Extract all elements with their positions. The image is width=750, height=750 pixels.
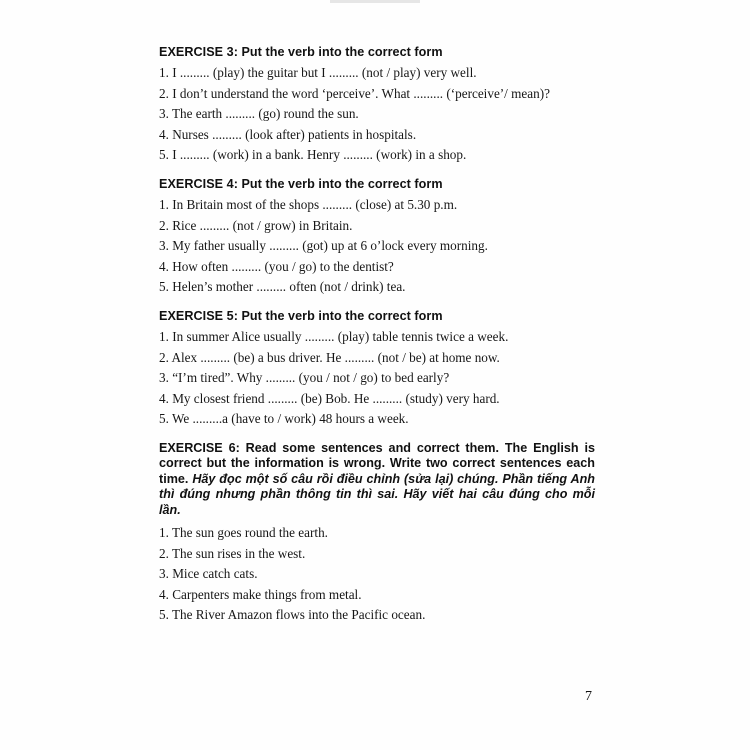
exercise-3-title: EXERCISE 3: Put the verb into the correct form [159,45,443,59]
exercise-4-item-5: 5. Helen’s mother ......... often (not / drink) tea. [159,279,406,295]
exercise-3-section [159,45,599,166]
exercise-3-item-5: 5. I ......... (work) in a bank. Henry ......... (work) in a shop. [159,147,467,163]
exercise-6-instructions [159,441,595,518]
exercise-6-title: EXERCISE 6: Read some sentences and correct them. The English is correct but the information is wrong. Write two correct sentences each time. [159,441,595,486]
exercise-6-title-vietnamese: Hãy đọc một số câu rồi điều chỉnh (sửa lại) chúng. Phần tiếng Anh thì đúng nhưng phần thông tin thì sai. Hãy viết hai câu đúng cho mỗi lần. [159,471,596,517]
scan-smudge [330,0,420,3]
exercise-3-item-3: 3. The earth ......... (go) round the sun. [159,106,359,122]
exercise-4-item-1: 1. In Britain most of the shops ......... (close) at 5.30 p.m. [159,197,458,212]
exercise-3-item-2: 2. I don’t understand the word ‘perceive’. What ......... (‘perceive’/ mean)? [159,85,550,101]
exercise-3-item-1: 1. I ......... (play) the guitar but I ......... (not / play) very well. [159,65,477,80]
exercise-6-item-4: 4. Carpenters make things from metal. [159,586,362,602]
exercise-6-item-5: 5. The River Amazon flows into the Pacific ocean. [159,607,426,623]
exercise-4-item-2: 2. Rice ......... (not / grow) in Britain. [159,217,353,233]
exercise-4-title: EXERCISE 4: Put the verb into the correct form [159,177,443,191]
exercise-4-item-4: 4. How often ......... (you / go) to the dentist? [159,258,394,274]
exercise-5-item-2: 2. Alex ......... (be) a bus driver. He ......... (not / be) at home now. [159,349,500,365]
exercise-4-item-3: 3. My father usually ......... (got) up at 6 o’lock every morning. [159,238,488,254]
exercise-5-item-3: 3. “I’m tired”. Why ......... (you / not / go) to bed early? [159,370,450,386]
exercise-6-item-3: 3. Mice catch cats. [159,566,258,582]
page-number: 7 [585,689,592,704]
exercise-5-section [159,309,599,430]
exercise-6-item-1: 1. The sun goes round the earth. [159,525,328,541]
exercise-4-section [159,177,599,298]
exercise-5-item-5: 5. We .........a (have to / work) 48 hours a week. [159,411,409,427]
exercise-5-item-4: 4. My closest friend ......... (be) Bob. He ......... (study) very hard. [159,390,500,406]
exercise-5-item-1: 1. In summer Alice usually ......... (play) table tennis twice a week. [159,329,509,344]
exercise-6-item-2: 2. The sun rises in the west. [159,545,306,561]
exercise-3-item-4: 4. Nurses ......... (look after) patients in hospitals. [159,126,417,142]
exercise-5-title: EXERCISE 5: Put the verb into the correct form [159,309,443,323]
exercise-6-section [159,441,599,626]
